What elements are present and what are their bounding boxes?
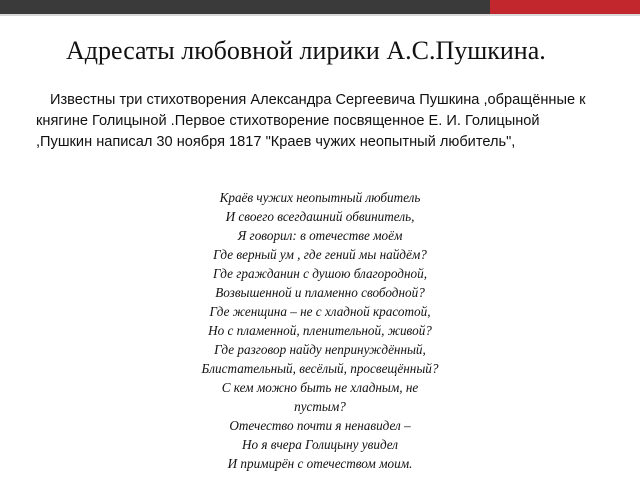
poem-line: И своего всегдашний обвинитель, (225, 209, 415, 224)
poem-line: И примирён с отечеством моим. (227, 456, 413, 471)
poem-line: Возвышенной и пламенно свободной? (215, 285, 425, 300)
intro-line: Известны три стихотворения Александра Сергеевича Пушкина ,обращённые к (50, 92, 586, 108)
poem-line: Но я вчера Голицыну увидел (241, 437, 399, 452)
top-accent-bar (490, 0, 640, 14)
poem-line: Я говорил: в отечестве моём (237, 228, 403, 243)
poem-line: Где разговор найду непринуждённый, (214, 342, 426, 357)
poem-line: пустым? (294, 399, 346, 414)
poem-line: Где женщина – не с хладной красотой, (209, 304, 431, 319)
poem-line: Где верный ум , где гений мы найдём? (213, 247, 427, 262)
intro-line: княгине Голицыной .Первое стихотворение посвященное Е. И. Голицыной (36, 113, 540, 129)
slide-title: Адресаты любовной лирики А.С.Пушкина. (66, 36, 546, 65)
poem-line: С кем можно быть не хладным, не (221, 380, 419, 395)
poem-line: Но с пламенной, пленительной, живой? (208, 323, 432, 338)
intro-paragraph (36, 90, 616, 153)
poem-line: Где гражданин с душою благородной, (213, 266, 427, 281)
intro-line: ,Пушкин написал 30 ноября 1817 "Краев чужих неопытный любитель", (36, 134, 516, 150)
poem-block (140, 188, 500, 473)
poem-line: Блистательный, весёлый, просвещённый? (201, 361, 439, 376)
poem-line: Краёв чужих неопытный любитель (219, 190, 421, 205)
poem-line: Отечество почти я ненавидел – (229, 418, 411, 433)
top-divider (0, 14, 640, 16)
